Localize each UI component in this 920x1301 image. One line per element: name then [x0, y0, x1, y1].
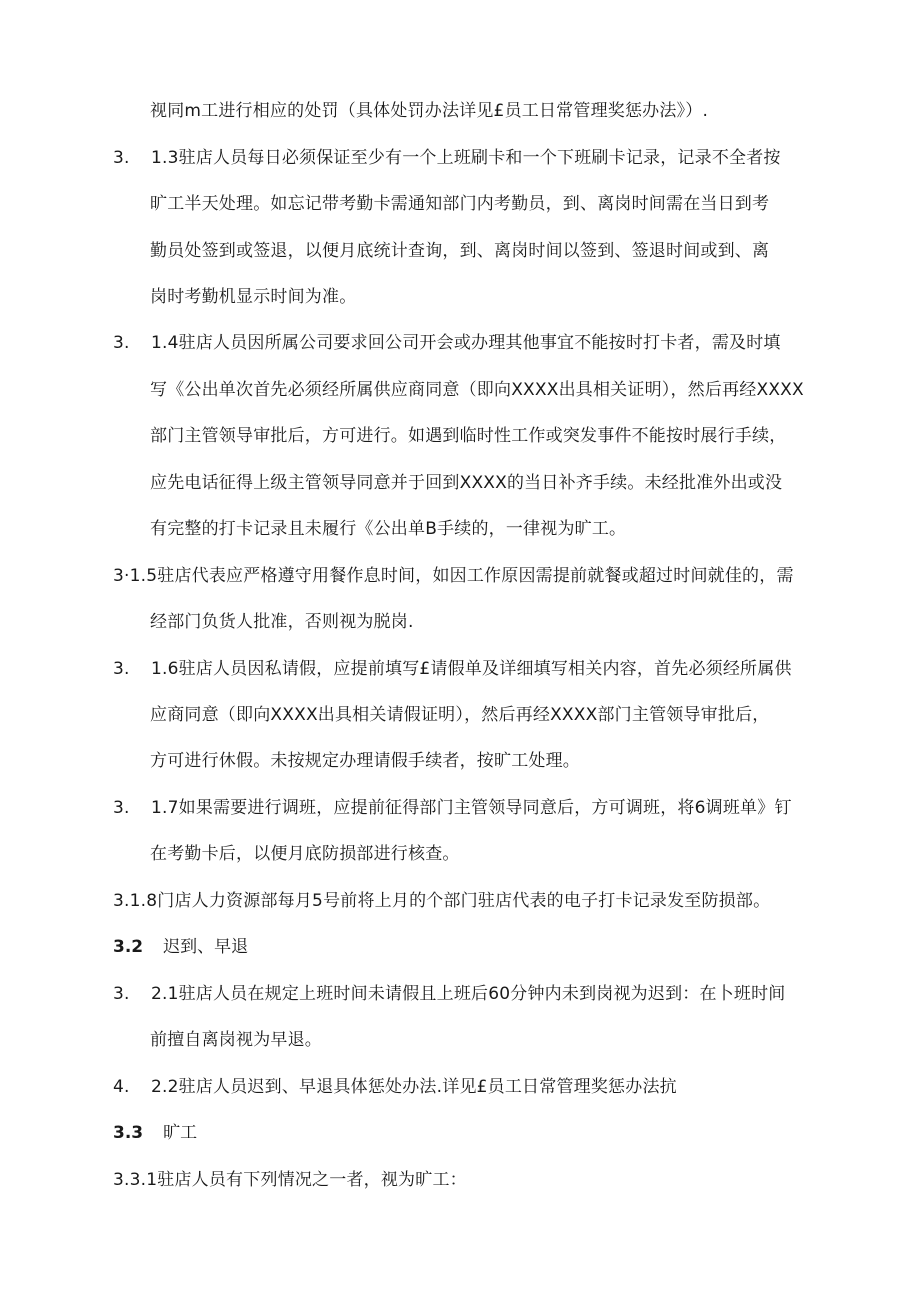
clause-3-1-6: 3. 1.6驻店人员因私请假，应提前填写£请假单及详细填写相关内容，首先必须经所属供: [113, 659, 792, 679]
paragraph-line: 部门主管领导审批后，方可进行。如遇到临时性工作或突发事件不能按时展行手续，: [150, 426, 787, 446]
paragraph-line: 岗时考勤机显示时间为准。: [150, 287, 357, 307]
paragraph-line: 写《公出单次首先必须经所属供应商同意（即向XXXX出具相关证明），然后再经XXXX: [150, 380, 804, 400]
paragraph-line: 经部门负货人批准，否则视为脱岗.: [150, 612, 414, 632]
clause-3-1-3: 3. 1.3驻店人员每日必须保证至少有一个上班刷卡和一个下班刷卡记录，记录不全者按: [113, 148, 781, 168]
clause-3-1-7: 3. 1.7如果需要进行调班，应提前征得部门主管领导同意后，方可调班，将6调班单》钉: [113, 798, 792, 818]
clause-3-1-4: 3. 1.4驻店人员因所属公司要求回公司开会或办理其他事宜不能按时打卡者，需及时填: [113, 333, 781, 353]
section-heading-3-3: 3.3 旷工: [113, 1123, 198, 1143]
paragraph-line: 有完整的打卡记录且未履行《公出单B手续的，一律视为旷工。: [150, 519, 627, 539]
section-heading-3-2: 3.2 迟到、早退: [113, 937, 249, 957]
clause-3-2-2: 4. 2.2驻店人员迟到、早退具体惩处办法.详见£员工日常管理奖惩办法抗: [113, 1077, 677, 1097]
paragraph-line: 前擅自离岗视为早退。: [150, 1030, 322, 1050]
paragraph-line: 勤员处签到或签退，以便月底统计查询，到、离岗时间以签到、签退时间或到、离: [150, 241, 770, 261]
paragraph-line: 应商同意（即向XXXX出具相关请假证明），然后再经XXXX部门主管领导审批后，: [150, 705, 770, 725]
paragraph-line: 应先电话征得上级主管领导同意并于回到XXXX的当日补齐手续。未经批准外出或没: [150, 473, 783, 493]
clause-3-1-8: 3.1.8门店人力资源部每月5号前将上月的个部门驻店代表的电子打卡记录发至防损部。: [113, 891, 771, 911]
clause-3-1-5: 3·1.5驻店代表应严格遵守用餐作息时间，如因工作原因需提前就餐或超过时间就佳的，需: [113, 566, 794, 586]
clause-3-2-1: 3. 2.1驻店人员在规定上班时间未请假且上班后60分钟内未到岗视为迟到：在卜班时间: [113, 984, 786, 1004]
clause-3-3-1: 3.3.1驻店人员有下列情况之一者，视为旷工：: [113, 1170, 467, 1190]
paragraph-line: 在考勤卡后，以便月底防损部进行核查。: [150, 844, 460, 864]
paragraph-line: 方可进行休假。未按规定办理请假手续者，按旷工处理。: [150, 751, 580, 771]
paragraph-line: 视同m工进行相应的处罚（具体处罚办法详见£员工日常管理奖惩办法》）.: [150, 101, 709, 121]
paragraph-line: 旷工半天处理。如忘记带考勤卡需通知部门内考勤员，到、离岗时间需在当日到考: [150, 194, 770, 214]
